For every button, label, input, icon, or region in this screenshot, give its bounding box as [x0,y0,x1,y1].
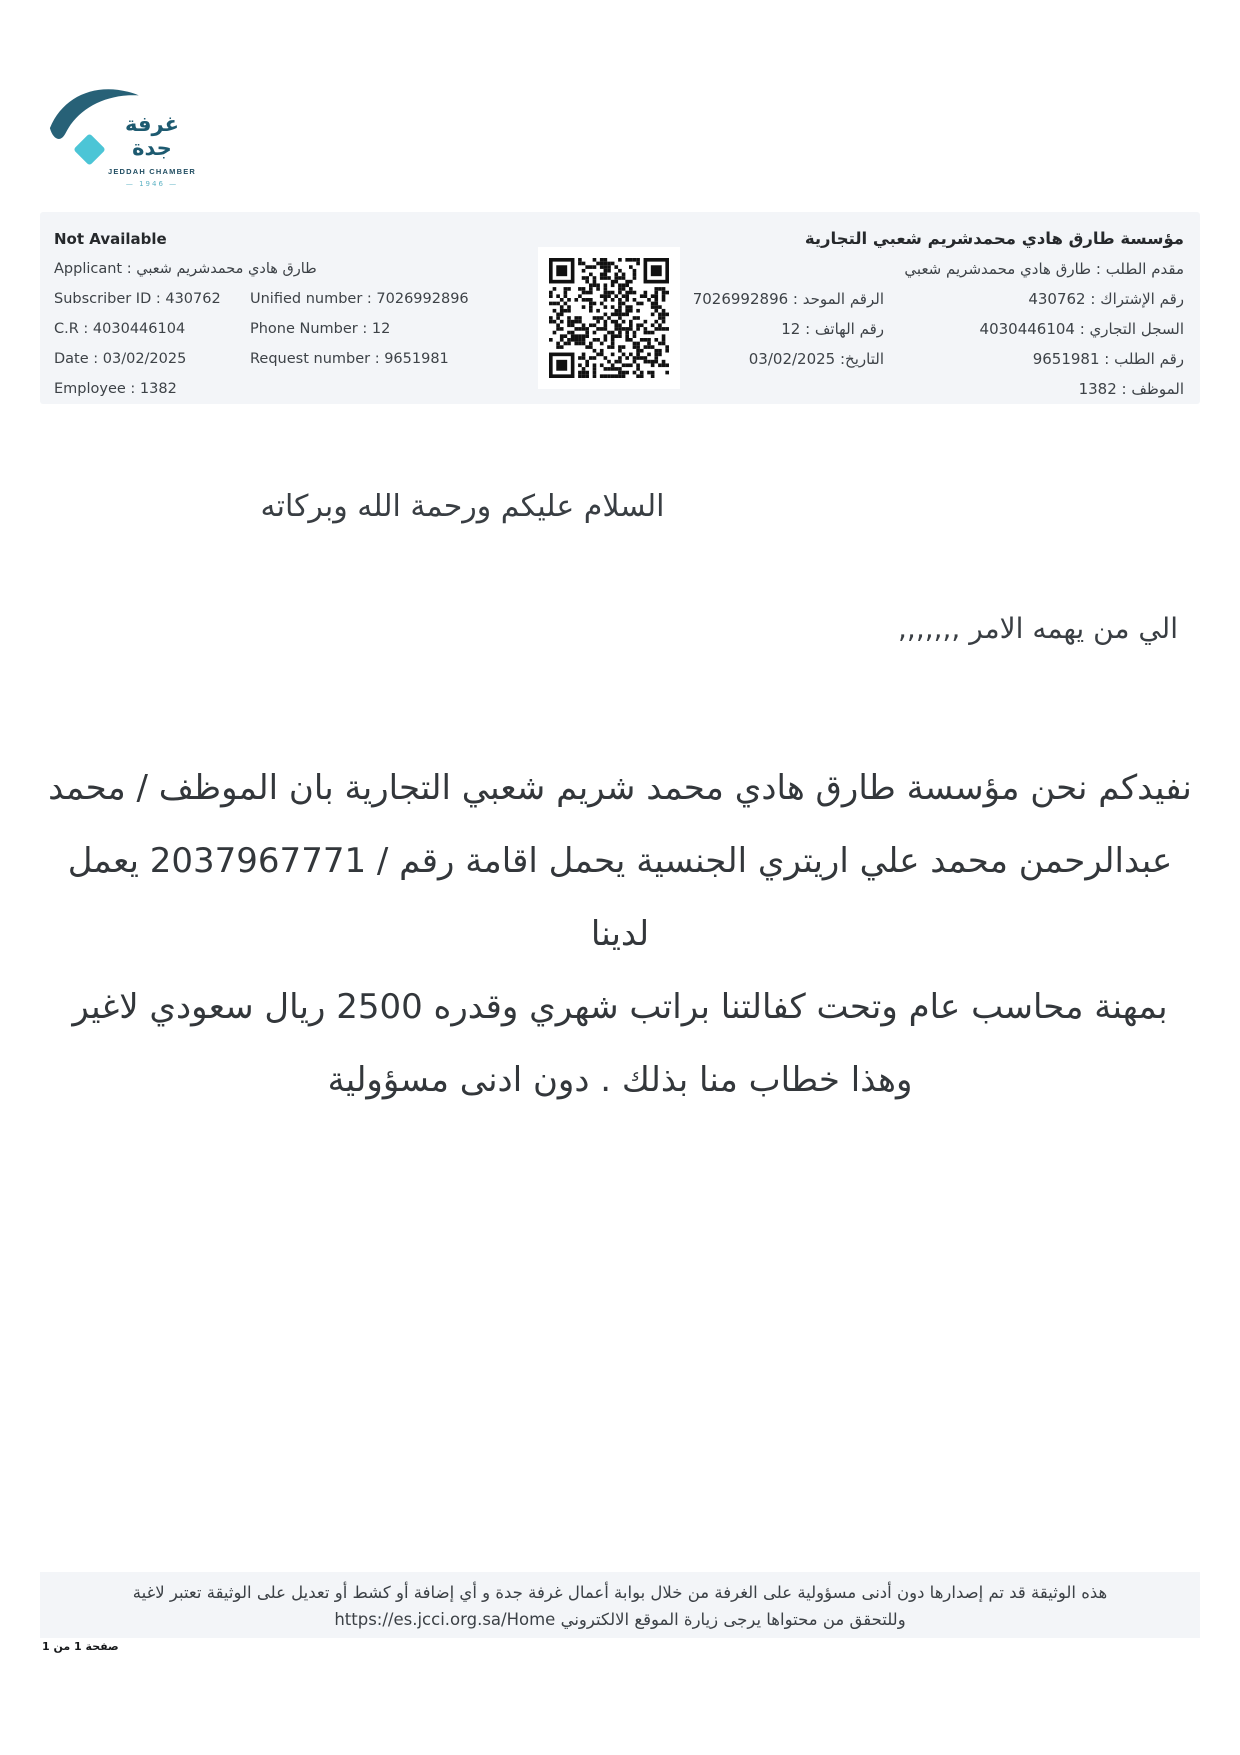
salutation-text: الي من يهمه الامر ,,,,,,, [898,612,1178,645]
applicant-field-ar: مقدم الطلب : طارق هادي محمدشريم شعبي [904,260,1184,278]
footer-disclaimer-bar [40,1572,1200,1638]
subscription-number-ar: رقم الإشتراك : 430762 [1028,290,1184,308]
date-ar: التاريخ: 03/02/2025 [748,350,884,368]
qr-code-image [549,258,669,378]
date-field: Date : 03/02/2025 [54,351,187,367]
applicant-field-en: Applicant : طارق هادي محمدشريم شعبي [54,261,317,277]
page-number: صفحة 1 من 1 [42,1640,119,1653]
request-number-ar: رقم الطلب : 9651981 [1032,350,1184,368]
employee-field: Employee : 1382 [54,381,177,397]
footer-disclaimer-line: هذه الوثيقة قد تم إصدارها دون أدنى مسؤولية على الغرفة من خلال بوابة أعمال غرفة جدة و أي إضافة أو كشط أو تعديل على الوثيقة تعتبر لاغية [132,1583,1108,1602]
header-info-bar [40,212,1200,404]
logo-arabic-name: غرفة جدة [125,112,179,160]
body-paragraph [40,752,1200,1117]
header-right-arabic-block [693,224,1184,404]
subscriber-id-field: Subscriber ID : 430762 [54,291,221,307]
status-text: Not Available [54,230,167,248]
request-number-field: Request number : 9651981 [250,351,449,367]
footer-verify-line: وللتحقق من محتواها يرجى زيارة الموقع الالكتروني https://es.jcci.org.sa/Home [334,1610,906,1629]
phone-number-ar: رقم الهاتف : 12 [781,320,884,338]
unified-number-ar: الرقم الموحد : 7026992896 [692,290,884,308]
header-left-english-block [54,224,469,404]
company-title-ar: مؤسسة طارق هادي محمدشريم شعبي التجارية [804,229,1184,248]
qr-code [538,247,680,389]
phone-number-field: Phone Number : 12 [250,321,391,337]
greeting-text: السلام عليكم ورحمة الله وبركاته [260,489,665,524]
body-line-3: بمهنة محاسب عام وتحت كفالتنا براتب شهري وقدره 2500 ريال سعودي لاغير [72,987,1168,1027]
unified-number-field: Unified number : 7026992896 [250,291,469,307]
commercial-register-ar: السجل التجاري : 4030446104 [979,320,1184,338]
body-line-1: نفيدكم نحن مؤسسة طارق هادي محمد شريم شعبي التجارية بان الموظف / محمد [48,768,1192,808]
body-line-2: عبدالرحمن محمد علي اريتري الجنسية يحمل اقامة رقم / 2037967771 يعمل لدينا [67,841,1173,954]
body-line-4: وهذا خطاب منا بذلك . دون ادنى مسؤولية [327,1060,913,1100]
employee-ar: الموظف : 1382 [1078,380,1184,398]
logo-english-name: JEDDAH CHAMBER [107,167,197,176]
cr-number-field: C.R : 4030446104 [54,321,186,337]
jeddah-chamber-logo [40,82,200,188]
logo-year: — 1946 — [125,180,179,188]
